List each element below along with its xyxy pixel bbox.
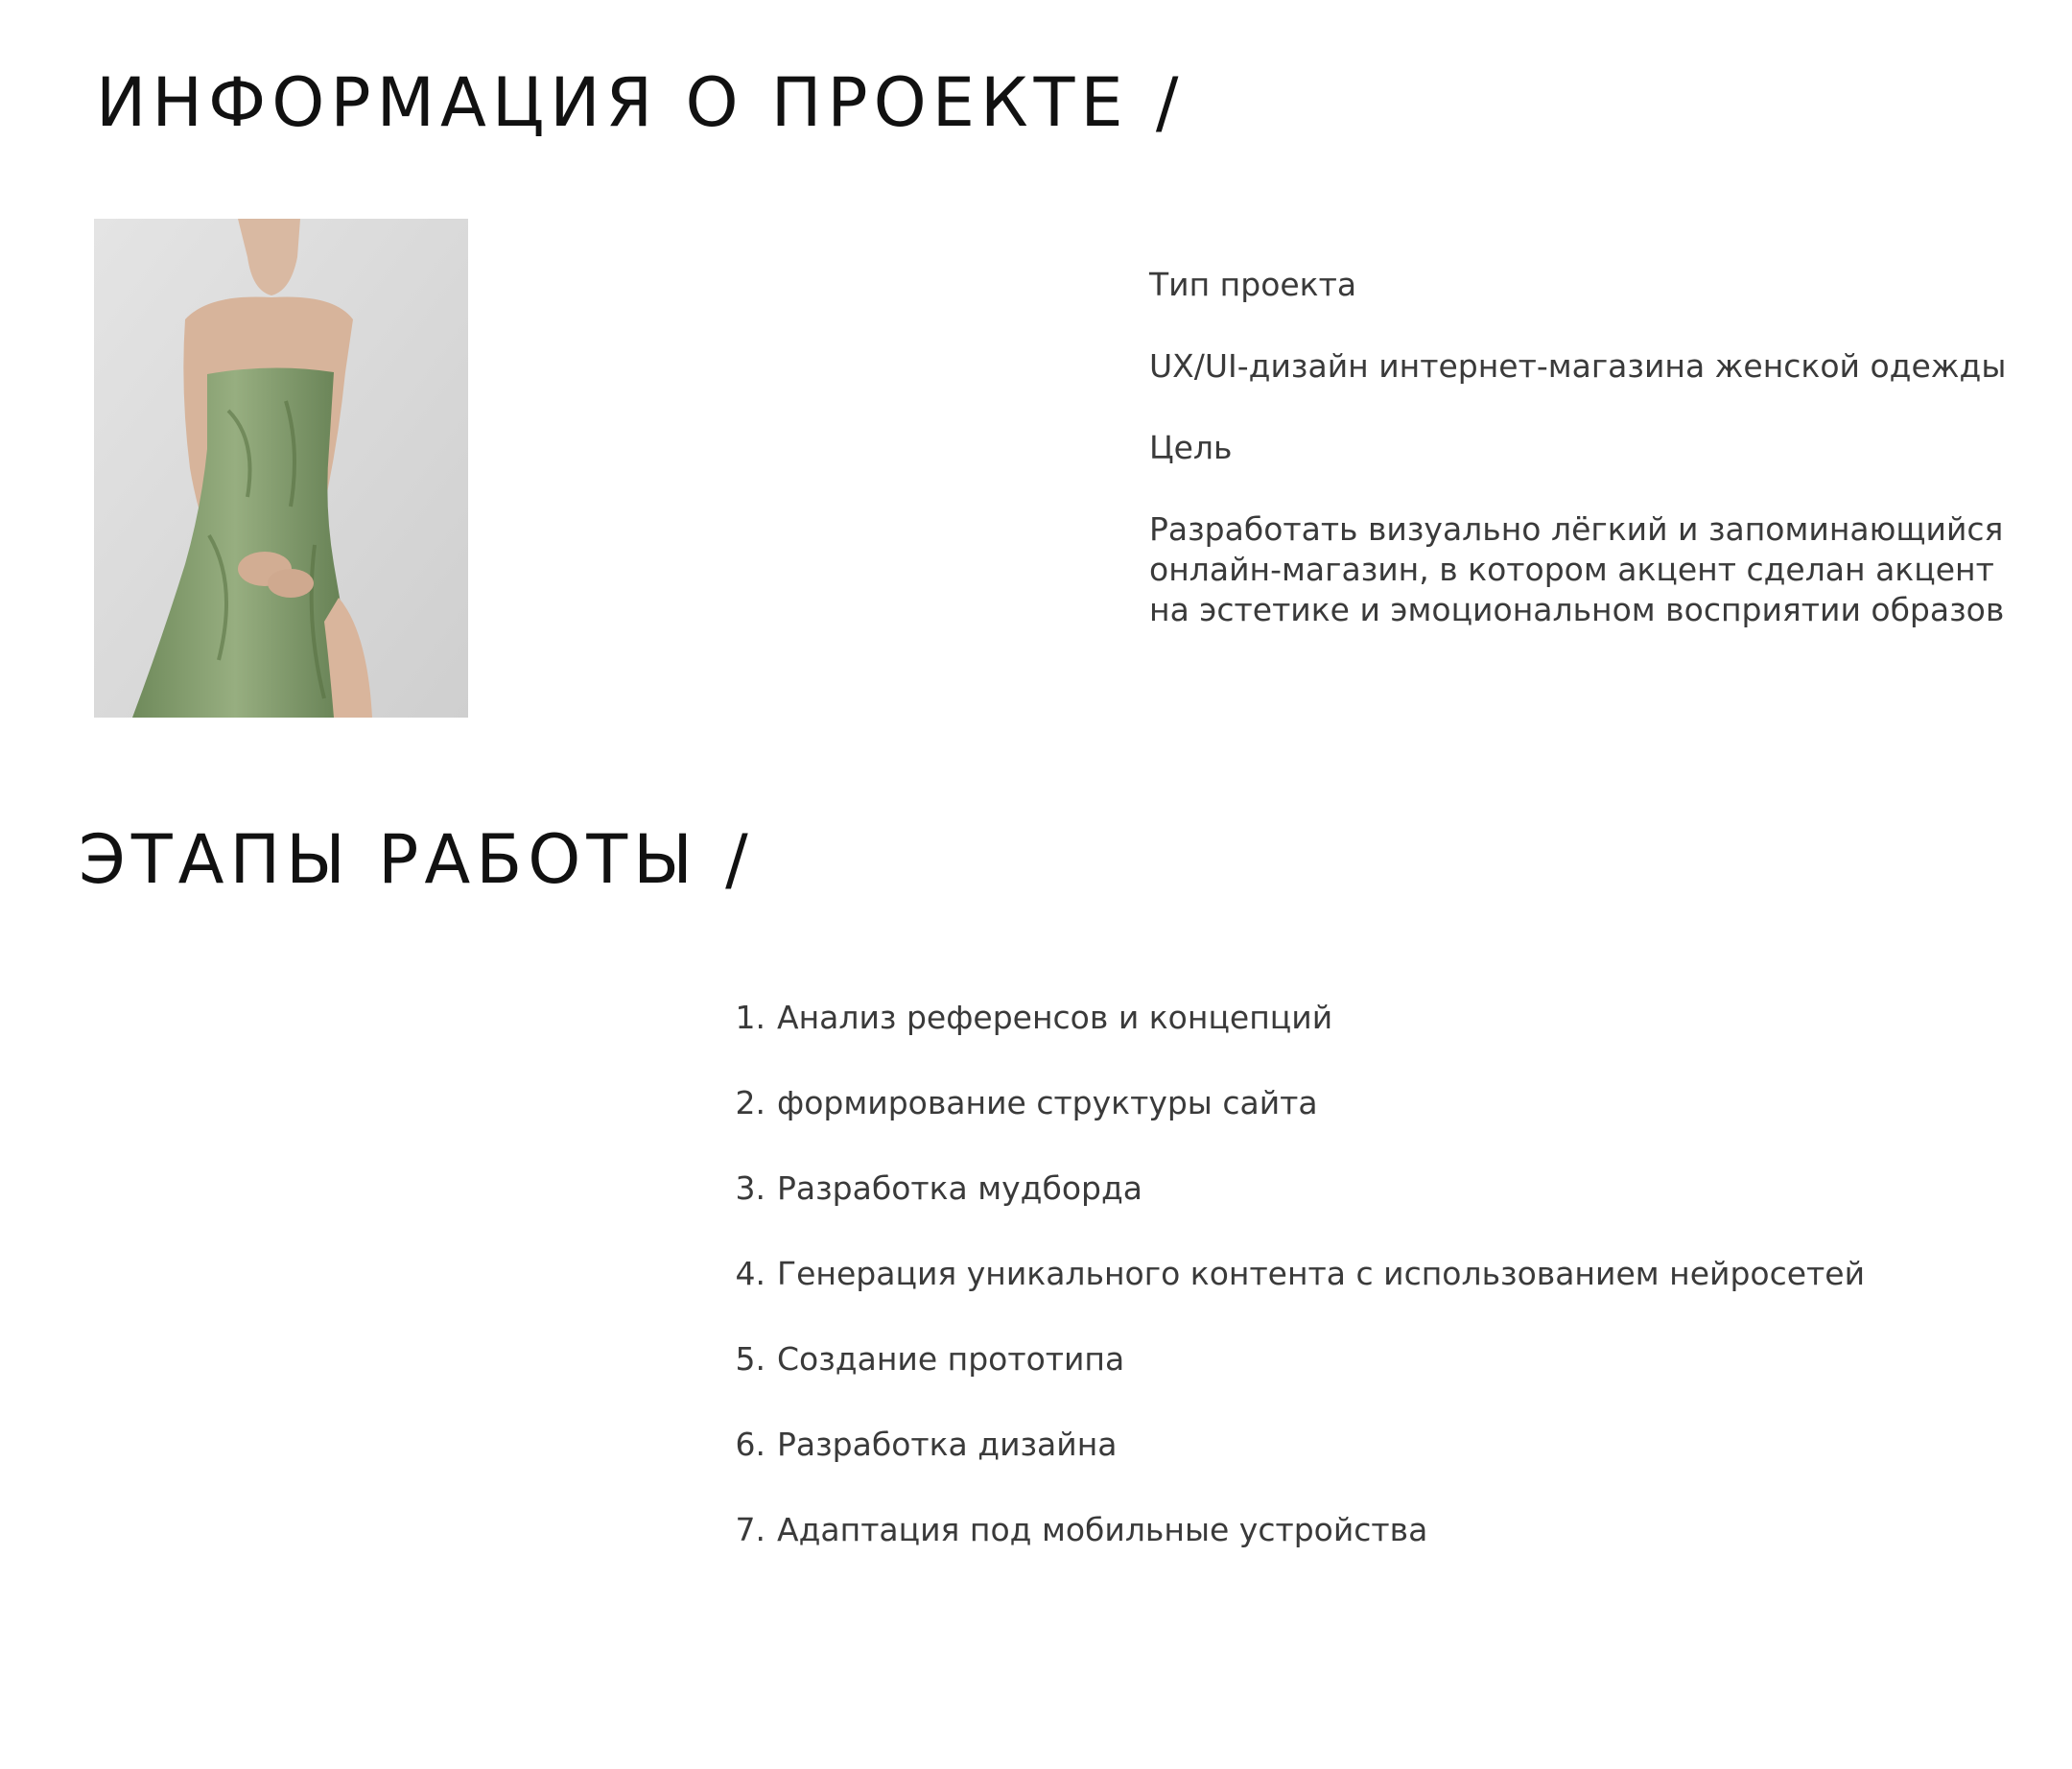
work-stages-list [721, 998, 1865, 1595]
stage-text: Генерация уникального контента с использованием нейросетей [777, 1255, 1866, 1292]
list-item [721, 1168, 1865, 1254]
stage-number: 5. [735, 1340, 765, 1378]
stage-number: 4. [735, 1255, 765, 1292]
list-item [721, 1083, 1865, 1168]
stage-number: 2. [735, 1084, 765, 1121]
work-stages-title: ЭТАПЫ РАБОТЫ / [79, 820, 754, 899]
list-item [721, 1425, 1865, 1510]
list-item [721, 1339, 1865, 1425]
stage-text: Анализ референсов и концепций [777, 999, 1333, 1036]
goal-label: Цель [1149, 429, 1233, 466]
stage-number: 1. [735, 999, 765, 1036]
goal-value: Разработать визуально лёгкий и запоминающийся онлайн-магазин, в котором акцент сделан акцент на эстетике и эмоциональном восприятии образов [1149, 510, 2005, 628]
stage-text: Адаптация под мобильные устройства [777, 1511, 1428, 1548]
project-info-title: ИНФОРМАЦИЯ О ПРОЕКТЕ / [96, 63, 1185, 142]
stage-number: 6. [735, 1426, 765, 1463]
list-item [721, 998, 1865, 1083]
stage-text: Разработка дизайна [777, 1426, 1118, 1463]
stage-number: 3. [735, 1169, 765, 1207]
list-item [721, 1254, 1865, 1339]
stage-text: Разработка мудборда [777, 1169, 1143, 1207]
project-type-value: UX/UI-дизайн интернет-магазина женской одежды [1149, 347, 2007, 385]
stage-text: формирование структуры сайта [777, 1084, 1318, 1121]
project-type-label: Тип проекта [1149, 266, 1357, 303]
model-in-green-dress-image [94, 219, 468, 718]
stage-number: 7. [735, 1511, 765, 1548]
list-item [721, 1510, 1865, 1595]
stage-text: Создание прототипа [777, 1340, 1125, 1378]
dress-photo [94, 219, 468, 718]
project-info-block [1149, 265, 2041, 672]
